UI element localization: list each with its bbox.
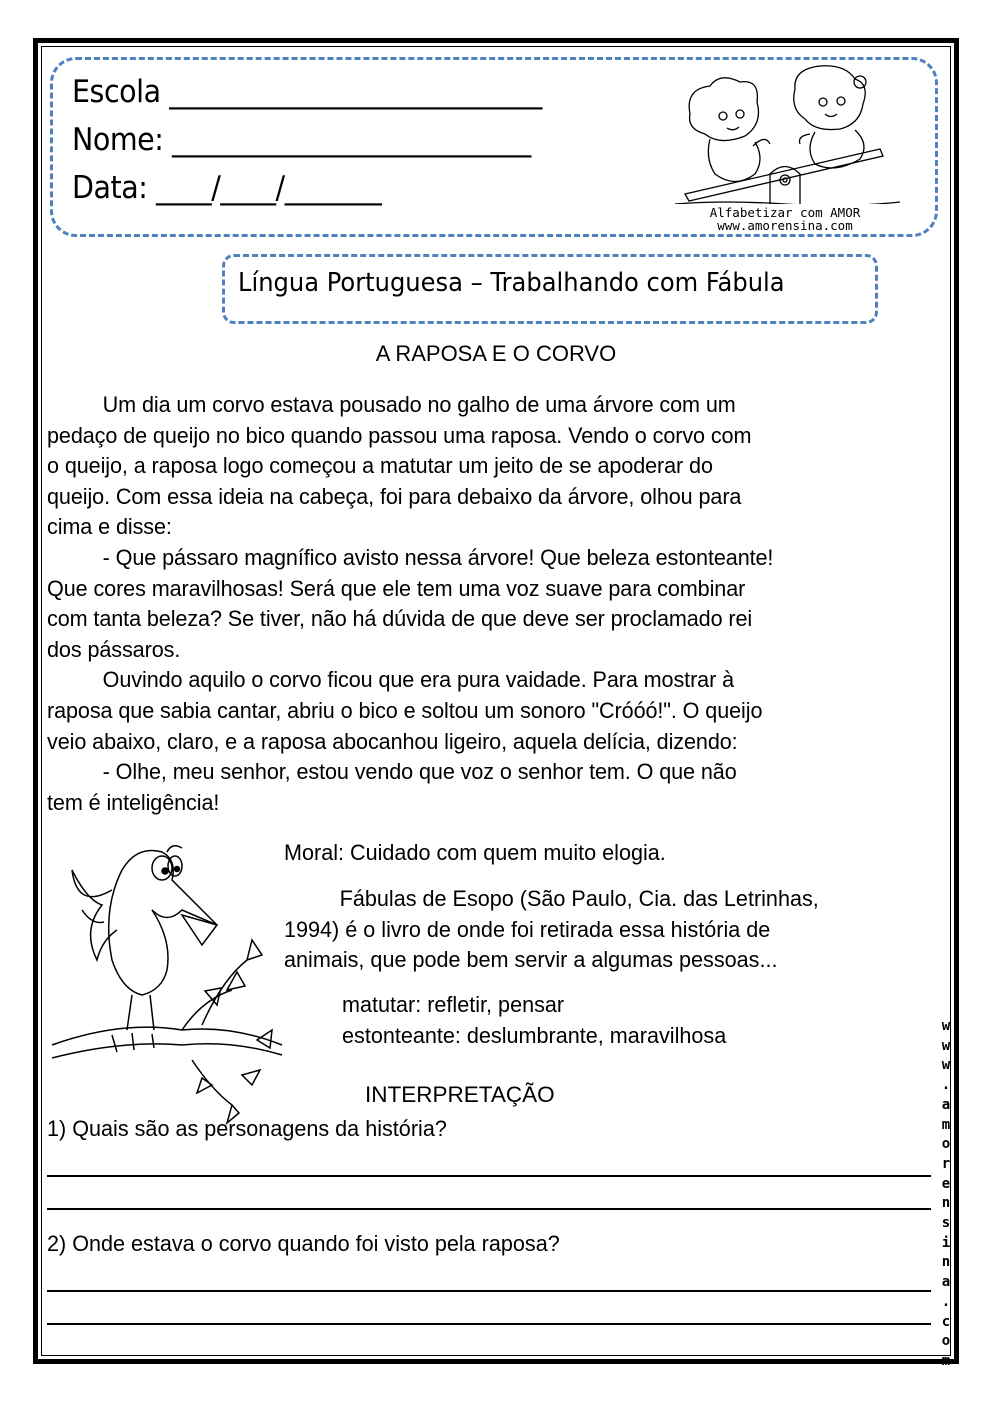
story-line: dos pássaros. [47,636,181,662]
vertical-site-watermark [938,1017,954,1372]
source-line: animais, que pode bem servir a algumas pessoas... [284,947,778,973]
watermark-char: . [941,1293,951,1310]
story-line: Ouvindo aquilo o corvo ficou que era pura vaidade. Para mostrar à [102,667,735,693]
watermark-char: i [941,1234,951,1251]
story-line: com tanta beleza? Se tiver, não há dúvida de que deve ser proclamado rei [47,606,753,632]
watermark-char: o [941,1333,951,1350]
school-field[interactable]: Escola ___________________________ [72,74,542,110]
seesaw-icon [665,64,905,204]
answer-line-q1-2[interactable] [47,1208,931,1210]
story-line: pedaço de queijo no bico quando passou uma raposa. Vendo o corvo com [47,422,752,448]
watermark-char: n [941,1254,951,1271]
story-line: o queijo, a raposa logo começou a matutar um jeito de se apoderar do [47,453,713,479]
glossary-entry: matutar: refletir, pensar [342,992,565,1017]
glossary [342,990,742,1051]
watermark-char: o [941,1136,951,1153]
answer-line-q2-1[interactable] [47,1290,931,1292]
watermark-char: w [941,1057,951,1074]
watermark-char: s [941,1215,951,1232]
watermark-char: m [941,1116,951,1133]
story-line: raposa que sabia cantar, abriu o bico e soltou um sonoro "Cróóó!". O queijo [47,697,763,723]
illustration-caption-brand: Alfabetizar com AMOR [709,205,861,220]
watermark-char: n [941,1195,951,1212]
illustration-caption-url: www.amorensina.com [717,218,853,233]
story-moral: Moral: Cuidado com quem muito elogia. [284,840,666,865]
watermark-char: . [941,1077,951,1094]
crow-icon [42,830,302,1130]
story-line: Que cores maravilhosas! Será que ele tem uma voz suave para combinar [47,575,746,601]
story-body [47,390,947,818]
story-line: tem é inteligência! [47,789,220,815]
crow-on-branch-illustration [42,830,302,1130]
source-line: 1994) é o livro de onde foi retirada essa história de [284,916,771,942]
watermark-char: c [941,1313,951,1330]
glossary-entry: estonteante: deslumbrante, maravilhosa [342,1022,727,1048]
story-line: veio abaixo, claro, e a raposa abocanhou ligeiro, aquela delícia, dizendo: [47,728,738,754]
date-field[interactable]: Data: ____/____/_______ [72,170,382,206]
story-line: cima e disse: [47,514,172,540]
source-line: Fábulas de Esopo (São Paulo, Cia. das Letrinhas, [339,886,819,911]
answer-line-q1-1[interactable] [47,1175,931,1177]
watermark-char: a [941,1096,951,1113]
story-line: queijo. Com essa ideia na cabeça, foi para debaixo da árvore, olhou para [47,483,742,509]
story-line: - Que pássaro magnífico avisto nessa árvore! Que beleza estonteante! [102,544,774,570]
subject-title: Língua Portuguesa – Trabalhando com Fábula [238,268,785,298]
story-line: - Olhe, meu senhor, estou vendo que voz o senhor tem. O que não [102,759,737,785]
question-1: 1) Quais são as personagens da história? [47,1116,447,1141]
answer-line-q2-2[interactable] [47,1323,931,1325]
watermark-char: e [941,1175,951,1192]
watermark-char: w [941,1037,951,1054]
watermark-char: a [941,1274,951,1291]
watermark-char: w [941,1018,951,1034]
story-line: Um dia um corvo estava pousado no galho de uma árvore com um [102,392,736,417]
story-title: A RAPOSA E O CORVO [375,341,617,366]
name-field[interactable]: Nome: __________________________ [72,122,531,158]
question-2: 2) Onde estava o corvo quando foi visto pela raposa? [47,1231,560,1256]
interpretation-heading: INTERPRETAÇÃO [365,1082,555,1107]
watermark-char: m [941,1352,951,1369]
children-seesaw-illustration [665,64,905,234]
watermark-char: r [941,1155,951,1172]
story-source [284,884,841,976]
